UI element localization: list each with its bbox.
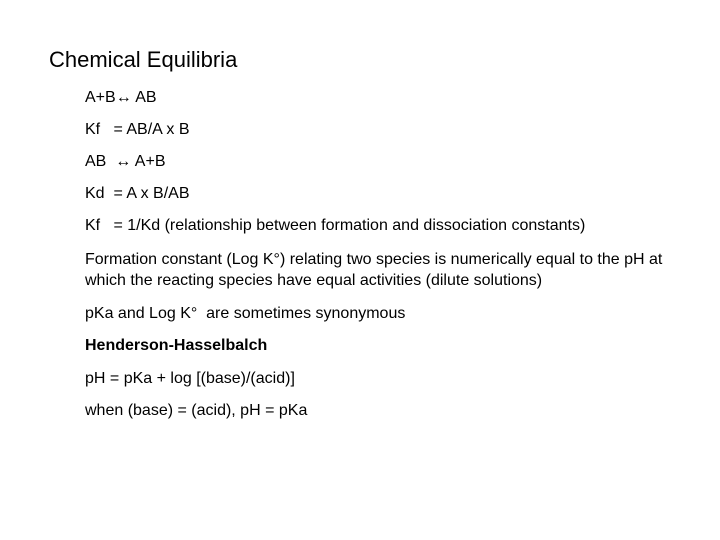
dissociation-constant-equation: Kd = A x B/AB — [85, 185, 190, 202]
constant-relationship: Kf = 1/Kd (relationship between formation and dissociation constants) — [85, 217, 586, 234]
henderson-hasselbalch-heading: Henderson-Hasselbalch — [85, 337, 268, 354]
henderson-hasselbalch-equation: pH = pKa + log [(base)/(acid)] — [85, 370, 295, 387]
equal-concentration-note: when (base) = (acid), pH = pKa — [85, 402, 308, 419]
slide-title: Chemical Equilibria — [49, 47, 238, 72]
reaction-dissociation: AB ↔ A+B — [85, 153, 166, 170]
formation-constant-equation: Kf = AB/A x B — [85, 121, 190, 138]
formation-constant-note: Formation constant (Log K°) relating two species is numerically equal to the pH at which the reacting species have equal activities (dilute solutions) — [85, 251, 663, 289]
reaction-association: A+B↔ AB — [85, 89, 157, 106]
pka-synonym-note: pKa and Log K° are sometimes synonymous — [85, 305, 406, 322]
